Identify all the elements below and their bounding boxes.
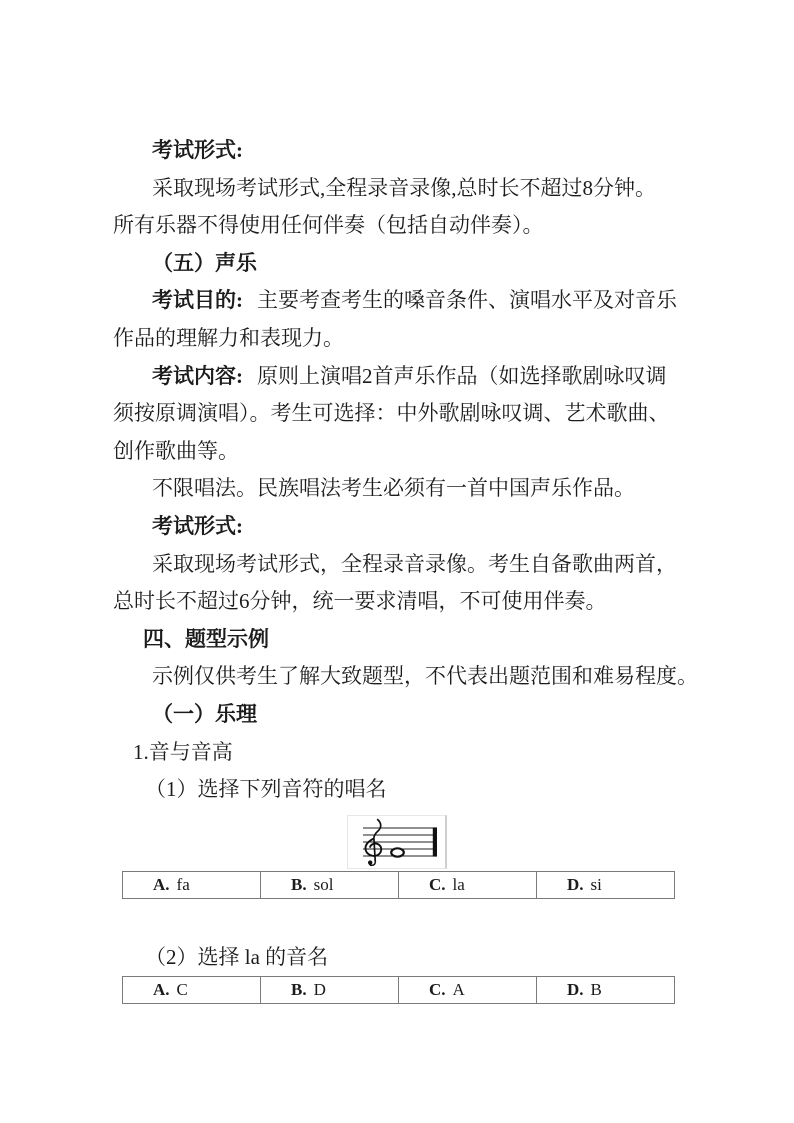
- heading-vocal-section: （五）声乐: [152, 250, 257, 275]
- para-format2-line1: 采取现场考试形式，全程录音录像。考生自备歌曲两首，: [152, 551, 677, 576]
- table-row: [123, 977, 675, 1004]
- option-text: B: [590, 980, 602, 1000]
- option-text: sol: [313, 874, 334, 894]
- document-page: [113, 132, 698, 1004]
- option-letter: D.: [567, 980, 584, 1000]
- option-cell-d: [537, 871, 675, 898]
- question2-options-table: [122, 976, 675, 1004]
- para-format2-line2: 总时长不超过6分钟，统一要求清唱，不可使用伴奏。: [113, 589, 607, 614]
- heading-exam-format-2: 考试形式:: [152, 513, 243, 538]
- music-staff-image: [347, 815, 447, 869]
- option-text: D: [313, 980, 326, 1000]
- option-cell-c: [399, 871, 537, 898]
- purpose-text-1: 主要考查考生的嗓音条件、演唱水平及对音乐: [257, 288, 677, 313]
- option-letter: C.: [429, 874, 446, 894]
- para-purpose-line1: [113, 282, 681, 320]
- option-text: fa: [176, 874, 190, 894]
- para-content-line2: 须按原调演唱）。考生可选择：中外歌剧咏叹调、艺术歌曲、: [113, 401, 670, 426]
- option-text: C: [176, 980, 188, 1000]
- option-text: A: [452, 980, 465, 1000]
- table-row: [123, 871, 675, 898]
- question1-prompt: （1）选择下列音符的唱名: [145, 777, 387, 802]
- para-singing-style: 不限唱法。民族唱法考生必须有一首中国声乐作品。: [152, 476, 635, 501]
- final-barline: [433, 827, 437, 856]
- option-letter: C.: [429, 980, 446, 1000]
- option-text: la: [452, 874, 465, 894]
- content-text-1: 原则上演唱2首声乐作品（如选择歌剧咏叹调: [257, 363, 667, 388]
- option-cell-a: [123, 871, 261, 898]
- option-cell-a: [123, 977, 261, 1004]
- option-cell-d: [537, 977, 675, 1004]
- option-letter: B.: [291, 874, 307, 894]
- para-content-line1: [113, 358, 681, 396]
- option-cell-b: [261, 871, 399, 898]
- option-cell-b: [261, 977, 399, 1004]
- heading-section-four: 四、题型示例: [143, 626, 269, 651]
- question2-prompt: （2）选择 la 的音名: [145, 944, 329, 969]
- para-purpose-line2: 作品的理解力和表现力。: [113, 325, 344, 350]
- purpose-label: 考试目的:: [152, 288, 243, 313]
- para-content-line3: 创作歌曲等。: [113, 438, 239, 463]
- para-format1-line2: 所有乐器不得使用任何伴奏（包括自动伴奏）。: [113, 213, 544, 238]
- subheading-pitch: 1.音与音高: [133, 739, 233, 764]
- para-section-four-note: 示例仅供考生了解大致题型，不代表出题范围和难易程度。: [152, 664, 698, 689]
- para-format1-line1: 采取现场考试形式,全程录音录像,总时长不超过8分钟。: [152, 175, 656, 200]
- option-letter: A.: [153, 874, 170, 894]
- heading-music-theory: （一）乐理: [152, 701, 257, 726]
- question1-options-table: [122, 871, 675, 899]
- content-label: 考试内容:: [152, 363, 243, 388]
- option-cell-c: [399, 977, 537, 1004]
- heading-exam-format-1: 考试形式:: [152, 138, 243, 162]
- staff-svg: [348, 816, 445, 868]
- option-letter: B.: [291, 980, 307, 1000]
- option-letter: A.: [153, 980, 170, 1000]
- option-letter: D.: [567, 874, 584, 894]
- option-text: si: [590, 874, 602, 894]
- whole-note-icon: [391, 848, 404, 856]
